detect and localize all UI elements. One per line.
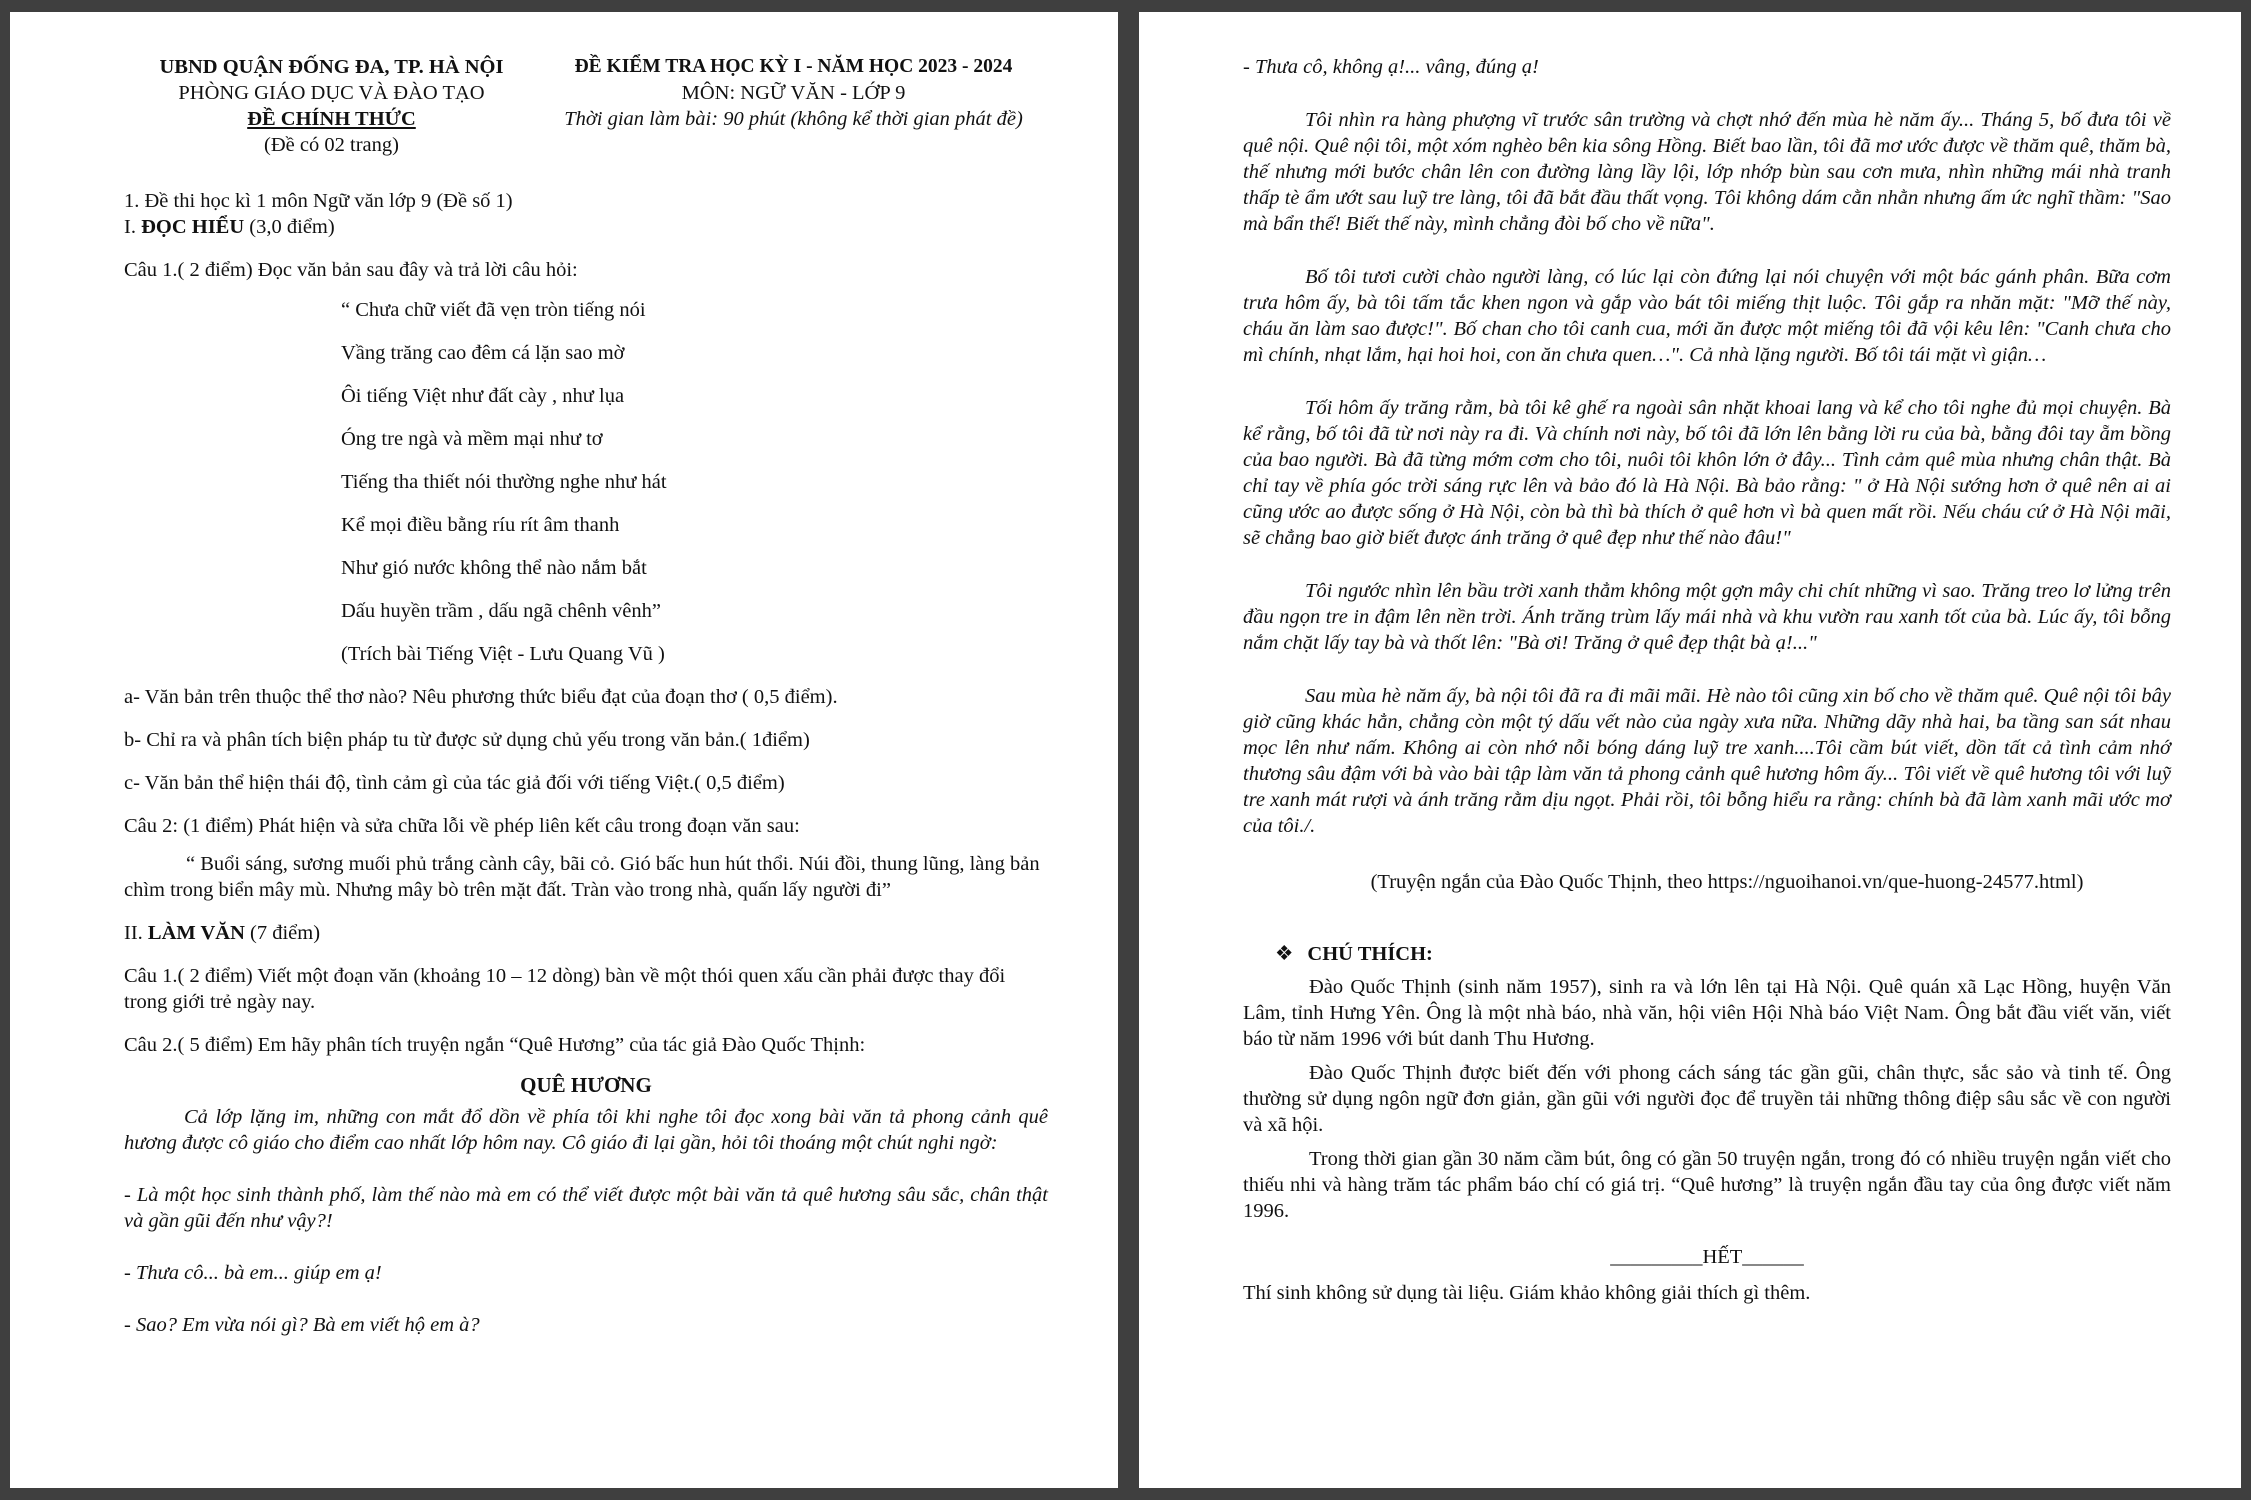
section-1-title: ĐỌC HIỂU bbox=[141, 216, 245, 238]
district-name: UBND QUẬN ĐỐNG ĐA, TP. HÀ NỘI bbox=[159, 56, 504, 78]
question-1c: c- Văn bản thể hiện thái độ, tình cảm gì của tác giả đối với tiếng Việt.( 0,5 điểm) bbox=[124, 772, 785, 794]
poem-line: Ôi tiếng Việt như đất cày , như lụa bbox=[341, 385, 625, 407]
exam-page-1 bbox=[10, 12, 1118, 1488]
poem-line: Tiếng tha thiết nói thường nghe như hát bbox=[341, 471, 667, 493]
header-left bbox=[124, 54, 539, 158]
section-1-points: (3,0 điểm) bbox=[244, 216, 335, 238]
section-2-title: LÀM VĂN bbox=[147, 922, 245, 944]
question-2-quote: “ Buổi sáng, sương muối phủ trắng cành cây, bãi cỏ. Gió bấc hun hút thổi. Núi đồi, thung lũng, làng bản chìm trong biển mây mù. Nhưng mây bò trên mặt đất. Tràn vào trong nhà, quấn lấy người đi” bbox=[124, 853, 1040, 901]
story-paragraph: Sau mùa hè năm ấy, bà nội tôi đã ra đi mãi mãi. Hè nào tôi cũng xin bố cho về thăm quê. Quê nội tôi bây giờ cũng khác hẳn, chẳng còn một tý dấu vết nào của ngày xưa nữa. Những dãy nhà hai, ba tầng san sát nhau mọc lên như nấm. Không ai còn nhớ nỗi bóng dáng luỹ tre xanh....Tôi cầm bút viết, dồn tất cả tình cảm nhớ thương sâu đậm với bà vào bài tập làm văn tả phong cảnh quê hương hôm ấy... Tôi viết về quê hương tôi với luỹ tre xanh mát rượi và ánh trăng rằm dịu ngọt. Phải rồi, tôi bỗng hiểu ra rằng: chính bà đã làm xanh mãi ước mơ của tôi./. bbox=[1243, 685, 2171, 837]
exam-intro: 1. Đề thi học kì 1 môn Ngữ văn lớp 9 (Đề số 1) bbox=[124, 190, 513, 212]
department-name: PHÒNG GIÁO DỤC VÀ ĐÀO TẠO bbox=[178, 82, 485, 104]
notes-heading bbox=[1275, 941, 2171, 966]
story-paragraph: Cả lớp lặng im, những con mắt đổ dồn về phía tôi khi nghe tôi đọc xong bài văn tả phong cảnh quê hương được cô giáo cho điểm cao nhất lớp hôm nay. Cô giáo đi lại gần, hỏi tôi thoáng một chút nghi ngờ: bbox=[124, 1106, 1048, 1154]
section-2-prefix: II. bbox=[124, 922, 148, 944]
poem-line: Kể mọi điều bằng ríu rít âm thanh bbox=[341, 514, 620, 536]
subject-line: MÔN: NGỮ VĂN - LỚP 9 bbox=[681, 82, 906, 104]
section-1-prefix: I. bbox=[124, 216, 142, 238]
exam-title: ĐỀ KIỂM TRA HỌC KỲ I - NĂM HỌC 2023 - 2024 bbox=[574, 56, 1013, 77]
page-count-note: (Đề có 02 trang) bbox=[264, 134, 399, 156]
question-2: Câu 2: (1 điểm) Phát hiện và sửa chữa lỗi về phép liên kết câu trong đoạn văn sau: bbox=[124, 815, 800, 837]
end-marker: _________HẾT______ bbox=[1610, 1246, 1804, 1268]
story-paragraph: Tôi nhìn ra hàng phượng vĩ trước sân trường và chợt nhớ đến mùa hè năm ấy... Tháng 5, bố đưa tôi về quê nội. Quê nội tôi, một xóm nghèo bên kia sông Hồng. Biết bao lần, tôi đã mơ ước được về thăm quê, thăm bà, thế nhưng mới bước chân lên con đường làng lầy lội, lớp nhớp bùn sau cơn mưa, nhìn những mái nhà tranh thấp tè ẩm ướt sau luỹ tre làng, tôi đã bắt đầu thất vọng. Tôi không dám cằn nhằn nhưng ấm ức nghĩ thầm: "Sao mà bẩn thế! Biết thế này, mình chẳng đòi bố cho về nữa". bbox=[1243, 109, 2171, 235]
question-1a: a- Văn bản trên thuộc thể thơ nào? Nêu phương thức biểu đạt của đoạn thơ ( 0,5 điểm). bbox=[124, 686, 838, 708]
poem-line: “ Chưa chữ viết đã vẹn tròn tiếng nói bbox=[341, 299, 646, 321]
note-paragraph: Đào Quốc Thịnh được biết đến với phong cách sáng tác gần gũi, chân thực, sắc sảo và tinh tế. Ông thường sử dụng ngôn ngữ đơn giản, gần gũi với người đọc để truyền tải những thông điệp sâu sắc về con người và xã hội. bbox=[1243, 1062, 2171, 1136]
story-paragraph: - Sao? Em vừa nói gì? Bà em viết hộ em à? bbox=[124, 1314, 480, 1336]
section-2-heading bbox=[124, 920, 1048, 946]
exam-page-2 bbox=[1139, 12, 2241, 1488]
final-note: Thí sinh không sử dụng tài liệu. Giám khảo không giải thích gì thêm. bbox=[1243, 1282, 1811, 1304]
poem-line: Vầng trăng cao đêm cá lặn sao mờ bbox=[341, 342, 625, 364]
poem-source: (Trích bài Tiếng Việt - Lưu Quang Vũ ) bbox=[341, 643, 665, 665]
story-paragraph: Tối hôm ấy trăng rằm, bà tôi kê ghế ra ngoài sân nhặt khoai lang và kể cho tôi nghe đủ mọi chuyện. Bà kể rằng, bố tôi đã từ nơi này ra đi. Và chính nơi này, bố tôi đã lớn lên bằng lời ru của bà, bằng đôi tay ẵm bồng của bao người. Bà đã từng mớm cơm cho tôi, nuôi tôi khôn lớn ở đây... Tình cảm quê mùa nhưng chân thật. Bà chỉ tay về phía góc trời sáng rực lên và bảo đó là Hà Nội. Bà bảo rằng: " ở Hà Nội sướng hơn ở quê nên ai ai cũng ước ao được sống ở Hà Nội, còn bà thì bà thích ở quê hơn vì bà quen mất rồi. Nếu cháu cứ ở Hà Nội mãi, sẽ chẳng bao giờ biết được ánh trăng ở quê đẹp như thế nào đâu!" bbox=[1243, 397, 2171, 549]
note-paragraph: Đào Quốc Thịnh (sinh năm 1957), sinh ra và lớn lên tại Hà Nội. Quê quán xã Lạc Hồng, huyện Văn Lâm, tỉnh Hưng Yên. Ông là một nhà báo, nhà văn, hội viên Hội Nhà báo Việt Nam. Ông bắt đầu viết văn, viết báo từ năm 1996 với bút danh Thu Hương. bbox=[1243, 976, 2171, 1050]
story-paragraph: - Thưa cô, không ạ!... vâng, đúng ạ! bbox=[1243, 56, 1539, 78]
diamond-bullet-icon: ❖ bbox=[1275, 943, 1294, 965]
story-paragraph: Bố tôi tươi cười chào người làng, có lúc lại còn đứng lại nói chuyện với một bác gánh phân. Bữa cơm trưa hôm ấy, bà tôi tấm tắc khen ngon và gắp vào bát tôi miếng thịt luộc. Tôi gắp ra nhăn mặt: "Mỡ thế này, cháu ăn làm sao được!". Bố chan cho tôi canh cua, mới ăn được một miếng tôi đã vội kêu lên: "Canh chưa cho mì chính, nhạt lắm, hại hoi hoi, con ăn chưa quen…". Cả nhà lặng người. Bố tôi tái mặt vì giận… bbox=[1243, 266, 2171, 366]
writing-question-1: Câu 1.( 2 điểm) Viết một đoạn văn (khoảng 10 – 12 dòng) bàn về một thói quen xấu cần phải được thay đổi trong giới trẻ ngày nay. bbox=[124, 965, 1006, 1013]
writing-question-2: Câu 2.( 5 điểm) Em hãy phân tích truyện ngắn “Quê Hương” của tác giả Đào Quốc Thịnh: bbox=[124, 1034, 866, 1056]
header-right bbox=[539, 54, 1048, 158]
notes-title: CHÚ THÍCH: bbox=[1307, 943, 1433, 965]
story-title: QUÊ HƯƠNG bbox=[520, 1073, 652, 1097]
story-source: (Truyện ngắn của Đào Quốc Thịnh, theo https://nguoihanoi.vn/que-huong-24577.html) bbox=[1370, 871, 2084, 893]
official-label: ĐỀ CHÍNH THỨC bbox=[247, 108, 416, 130]
poem-excerpt bbox=[341, 297, 1048, 667]
question-1: Câu 1.( 2 điểm) Đọc văn bản sau đây và trả lời câu hỏi: bbox=[124, 259, 578, 281]
poem-line: Dấu huyền trầm , dấu ngã chênh vênh” bbox=[341, 600, 661, 622]
story-paragraph: Tôi ngước nhìn lên bầu trời xanh thẳm không một gợn mây chi chít những vì sao. Trăng treo lơ lửng trên đầu ngọn tre in đậm lên nền trời. Ánh trăng trùm lấy mái nhà và khu vườn rau xanh tốt của bà. Lúc ấy, tôi bỗng nắm chặt lấy tay bà và thốt lên: "Bà ơi! Trăng ở quê đẹp thật bà ạ!..." bbox=[1243, 580, 2171, 654]
story-paragraph: - Là một học sinh thành phố, làm thế nào mà em có thể viết được một bài văn tả quê hương sâu sắc, chân thật và gần gũi đến như vậy?! bbox=[124, 1184, 1048, 1232]
section-1-heading bbox=[124, 214, 1048, 240]
note-paragraph: Trong thời gian gần 30 năm cầm bút, ông có gần 50 truyện ngắn, trong đó có nhiều truyện ngắn viết cho thiếu nhi và hàng trăm tác phẩm báo chí có giá trị. “Quê hương” là truyện ngắn đầu tay của ông được viết năm 1996. bbox=[1243, 1148, 2171, 1222]
question-1b: b- Chỉ ra và phân tích biện pháp tu từ được sử dụng chủ yếu trong văn bản.( 1điểm) bbox=[124, 729, 810, 751]
poem-line: Óng tre ngà và mềm mại như tơ bbox=[341, 428, 603, 450]
story-paragraph: - Thưa cô... bà em... giúp em ạ! bbox=[124, 1262, 382, 1284]
poem-line: Như gió nước không thể nào nắm bắt bbox=[341, 557, 647, 579]
exam-header bbox=[124, 54, 1048, 158]
time-line: Thời gian làm bài: 90 phút (không kể thời gian phát đề) bbox=[564, 108, 1023, 130]
section-2-points: (7 điểm) bbox=[244, 922, 321, 944]
